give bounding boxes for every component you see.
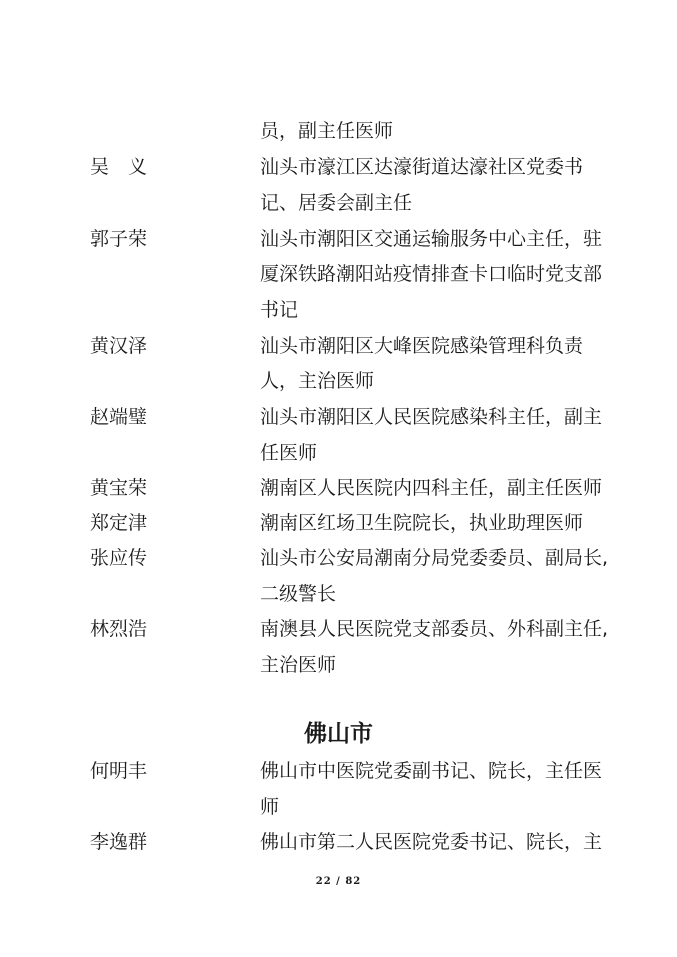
entry-desc-line: 书记: [260, 299, 299, 321]
entry-name: 李逸群: [90, 831, 148, 853]
entry-name: 林烈浩: [90, 618, 148, 640]
entry-desc-line: 员，副主任医师: [260, 120, 394, 142]
entry-name: 郭子荣: [90, 228, 148, 250]
entry-desc-line: 汕头市潮阳区人民医院感染科主任，副主: [260, 406, 603, 428]
entry-desc-line: 南澳县人民医院党支部委员、外科副主任,: [260, 618, 609, 640]
entry-name: 吴 义: [90, 156, 148, 178]
total-pages: 82: [345, 876, 362, 887]
entry-desc-line: 师: [260, 796, 280, 818]
entry-desc-line: 佛山市第二人民医院党委书记、院长，主: [260, 831, 603, 853]
entry-desc-line: 汕头市潮阳区交通运输服务中心主任，驻: [260, 228, 603, 250]
current-page: 22: [315, 876, 332, 887]
page-separator: /: [336, 876, 341, 887]
entry-name: 黄宝荣: [90, 477, 148, 499]
entry-name: 黄汉泽: [90, 335, 148, 357]
entry-name: 郑定津: [90, 512, 148, 534]
entry-desc-line: 汕头市濠江区达濠街道达濠社区党委书: [260, 156, 584, 178]
entry-desc-line: 潮南区红场卫生院院长，执业助理医师: [260, 512, 584, 534]
entry-name: 何明丰: [90, 760, 148, 782]
entry-desc-line: 记、居委会副主任: [260, 192, 413, 214]
entry-desc-line: 厦深铁路潮阳站疫情排查卡口临时党支部: [260, 263, 603, 285]
entry-name: 张应传: [90, 547, 148, 569]
page-number: [0, 876, 677, 887]
entry-desc-line: 汕头市公安局潮南分局党委委员、副局长,: [260, 547, 609, 569]
entry-desc-line: 潮南区人民医院内四科主任，副主任医师: [260, 477, 603, 499]
entry-desc-line: 任医师: [260, 442, 318, 464]
entry-desc-line: 人，主治医师: [260, 370, 375, 392]
section-heading: 佛山市: [304, 721, 373, 747]
entry-desc-line: 主治医师: [260, 654, 337, 676]
entry-desc-line: 汕头市潮阳区大峰医院感染管理科负责: [260, 335, 584, 357]
entry-desc-line: 佛山市中医院党委副书记、院长，主任医: [260, 760, 603, 782]
entry-name: 赵端璧: [90, 406, 148, 428]
entry-desc-line: 二级警长: [260, 583, 337, 605]
